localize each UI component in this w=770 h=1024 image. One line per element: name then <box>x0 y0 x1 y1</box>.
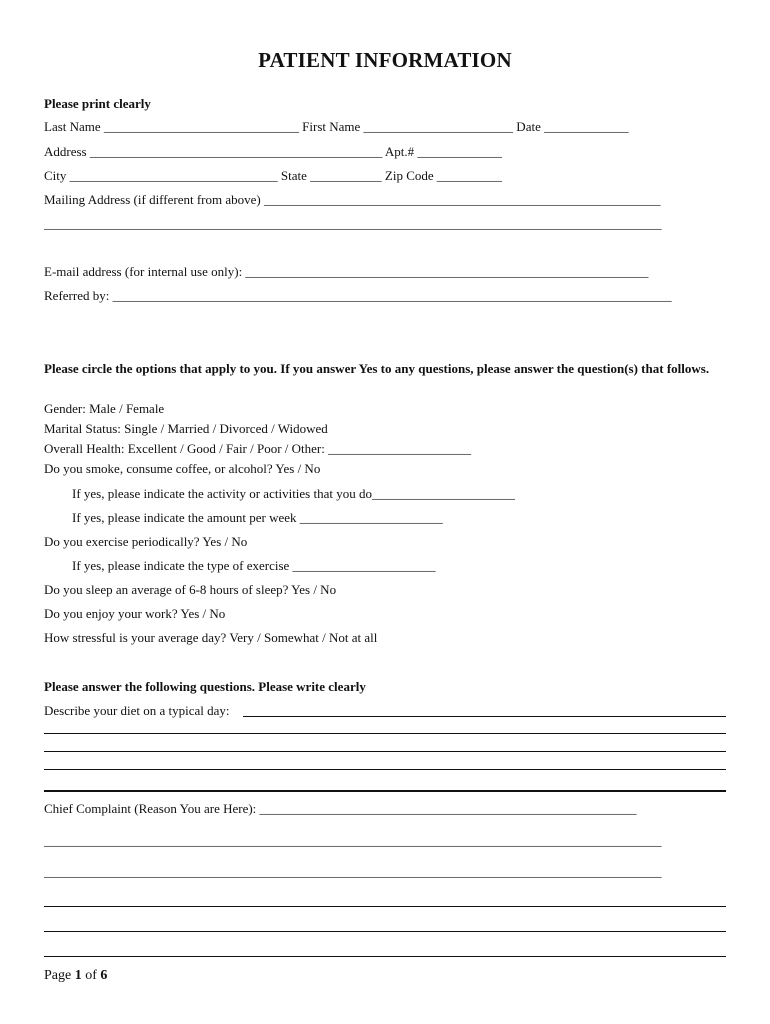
complaint-answer-line[interactable]: _______________________________________________________________________________________________ <box>44 833 662 848</box>
enjoy-work-question[interactable]: Do you enjoy your work? Yes / No <box>44 606 226 621</box>
address-field[interactable]: Address _____________________________________________ Apt.# _____________ <box>44 144 502 159</box>
print-clearly-heading: Please print clearly <box>44 96 151 111</box>
complaint-answer-line[interactable] <box>44 956 726 957</box>
answer-questions-heading: Please answer the following questions. Please write clearly <box>44 679 366 694</box>
referred-by-field[interactable]: Referred by: ______________________________________________________________________________________ <box>44 288 672 303</box>
diet-question: Describe your diet on a typical day: <box>44 703 230 718</box>
mailing-address-field[interactable]: Mailing Address (if different from above) _____________________________________________________________ <box>44 192 661 207</box>
smoke-coffee-alcohol-question[interactable]: Do you smoke, consume coffee, or alcohol? Yes / No <box>44 461 321 476</box>
name-date-field[interactable]: Last Name ______________________________ First Name _______________________ Date _____________ <box>44 119 629 134</box>
exercise-question[interactable]: Do you exercise periodically? Yes / No <box>44 534 248 549</box>
page-label: Page <box>44 968 72 983</box>
exercise-type-followup[interactable]: If yes, please indicate the type of exercise ______________________ <box>72 558 436 573</box>
activity-followup[interactable]: If yes, please indicate the activity or activities that you do______________________ <box>72 486 515 501</box>
circle-options-instructions: Please circle the options that apply to you. If you answer Yes to any questions, please answer the question(s) that follows. <box>44 361 710 376</box>
chief-complaint-field[interactable]: Chief Complaint (Reason You are Here): __________________________________________________________ <box>44 801 637 816</box>
page-current: 1 <box>74 968 82 983</box>
page-total: 6 <box>100 968 108 983</box>
amount-followup[interactable]: If yes, please indicate the amount per week ______________________ <box>72 510 443 525</box>
gender-question[interactable]: Gender: Male / Female <box>44 401 165 416</box>
diet-answer-line[interactable] <box>243 716 726 717</box>
marital-status-question[interactable]: Marital Status: Single / Married / Divorced / Widowed <box>44 421 328 436</box>
overall-health-question[interactable]: Overall Health: Excellent / Good / Fair / Poor / Other: ______________________ <box>44 441 472 456</box>
page-number <box>44 968 726 984</box>
city-state-zip-field[interactable]: City ________________________________ State ___________ Zip Code __________ <box>44 168 502 183</box>
section-divider <box>44 790 726 792</box>
complaint-answer-line[interactable]: _______________________________________________________________________________________________ <box>44 864 662 879</box>
mailing-address-continuation[interactable]: _______________________________________________________________________________________________ <box>44 216 662 231</box>
diet-answer-line[interactable] <box>44 769 726 770</box>
complaint-answer-line[interactable] <box>44 931 726 932</box>
sleep-question[interactable]: Do you sleep an average of 6-8 hours of sleep? Yes / No <box>44 582 337 597</box>
of-label: of <box>85 968 97 983</box>
diet-answer-line[interactable] <box>44 733 726 734</box>
stress-question[interactable]: How stressful is your average day? Very / Somewhat / Not at all <box>44 630 378 645</box>
page-title: PATIENT INFORMATION <box>258 48 512 72</box>
diet-answer-line[interactable] <box>44 751 726 752</box>
complaint-answer-line[interactable] <box>44 906 726 907</box>
email-field[interactable]: E-mail address (for internal use only): ______________________________________________________________ <box>44 264 649 279</box>
